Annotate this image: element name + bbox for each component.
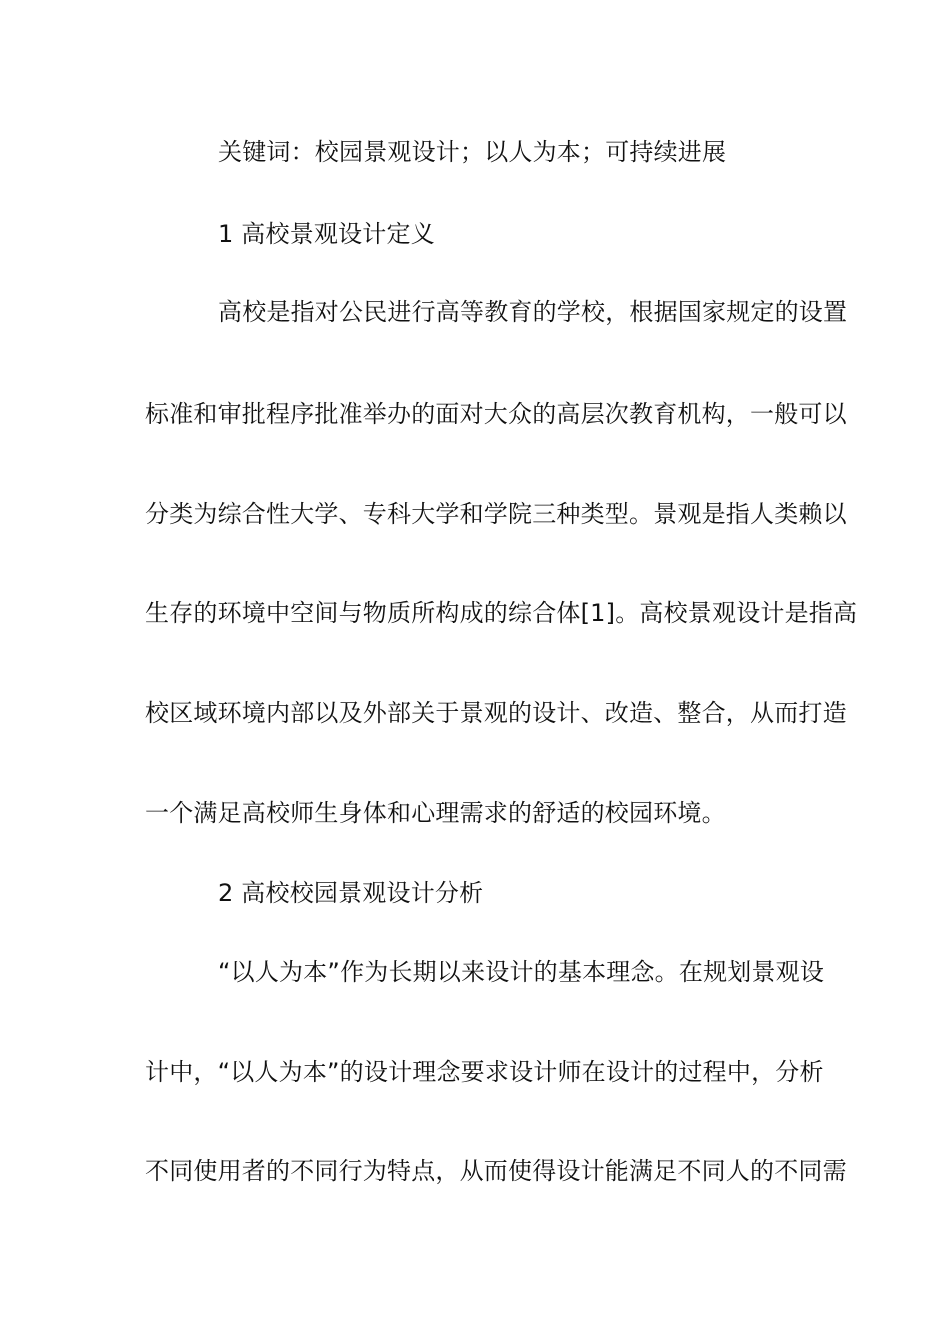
paragraph-1-line-1: 高校是指对公民进行高等教育的学校，根据国家规定的设置 [218, 298, 848, 326]
paragraph-1-line-6: 一个满足高校师生身体和心理需求的舒适的校园环境。 [145, 799, 726, 827]
paragraph-1-line-2: 标准和审批程序批准举办的面对大众的高层次教育机构，一般可以 [145, 400, 847, 428]
keywords-line: 关键词：校园景观设计；以人为本；可持续进展 [218, 138, 727, 166]
paragraph-2-line-3: 不同使用者的不同行为特点，从而使得设计能满足不同人的不同需 [145, 1157, 847, 1185]
paragraph-1-line-5: 校区域环境内部以及外部关于景观的设计、改造、整合，从而打造 [145, 699, 847, 727]
paragraph-2-line-2: 计中，“以人为本”的设计理念要求设计师在设计的过程中，分析 [145, 1058, 824, 1086]
section-1-heading: 1 高校景观设计定义 [218, 220, 435, 248]
paragraph-1-line-4: 生存的环境中空间与物质所构成的综合体[1]。高校景观设计是指高 [145, 599, 858, 627]
paragraph-2-line-1: “以人为本”作为长期以来设计的基本理念。在规划景观设 [218, 958, 825, 986]
paragraph-1-line-3: 分类为综合性大学、专科大学和学院三种类型。景观是指人类赖以 [145, 500, 847, 528]
section-2-heading: 2 高校校园景观设计分析 [218, 879, 484, 907]
